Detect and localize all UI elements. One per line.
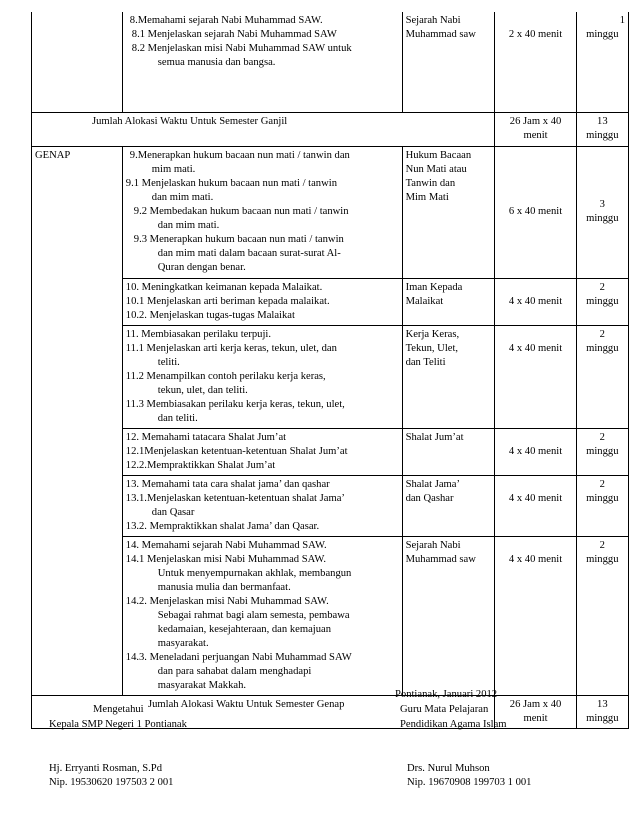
material-cell: Shalat Jum’at: [402, 428, 495, 475]
right-signatory-nip: Nip. 19670908 199703 1 001: [407, 777, 532, 788]
table-row: [32, 536, 629, 695]
right-signatory-name: Drs. Nurul Muhson: [407, 763, 490, 774]
time-cell: 4 x 40 menit: [495, 428, 576, 475]
semester-cell: [32, 278, 123, 325]
table-row: [32, 325, 629, 428]
material-cell: Hukum Bacaan Nun Mati atau Tanwin dan Mim Mati: [402, 146, 495, 278]
semester-cell: [32, 428, 123, 475]
competency-cell: 11. Membiasakan perilaku terpuji. 11.1 Menjelaskan arti kerja keras, tekun, ulet, dan teliti. 11.2 Menampilkan contoh perilaku kerja keras, tekun, ulet, dan teliti. 11.3 Membiasakan perilaku kerja keras, tekun, ulet, dan teliti.: [122, 325, 402, 428]
competency-cell: 8.Memahami sejarah Nabi Muhammad SAW. 8.1 Menjelaskan sejarah Nabi Muhammad SAW 8.2 Menjelaskan misi Nabi Muhammad SAW untuk semua manusia dan bangsa.: [122, 12, 402, 112]
time-cell: 4 x 40 menit: [495, 325, 576, 428]
place-date: Pontianak, Januari 2012: [395, 689, 498, 700]
material-cell: Shalat Jama’ dan Qashar: [402, 475, 495, 536]
material-cell: Sejarah Nabi Muhammad saw: [402, 536, 495, 695]
competency-cell: 10. Meningkatkan keimanan kepada Malaikat. 10.1 Menjelaskan arti beriman kepada malaikat. 10.2. Menjelaskan tugas-tugas Malaikat: [122, 278, 402, 325]
left-signatory-nip: Nip. 19530620 197503 2 001: [49, 777, 174, 788]
material-cell: Sejarah Nabi Muhammad saw: [402, 12, 495, 112]
total-label: Jumlah Alokasi Waktu Untuk Semester Ganjil: [32, 112, 495, 146]
week-cell: 3 minggu: [576, 146, 628, 278]
table-row: [32, 475, 629, 536]
semester-cell: [32, 475, 123, 536]
time-cell: 4 x 40 menit: [495, 278, 576, 325]
table-row: [32, 428, 629, 475]
time-cell: 6 x 40 menit: [495, 146, 576, 278]
table-row: [32, 146, 629, 278]
time-cell: 2 x 40 menit: [495, 12, 576, 112]
left-signature-title: Mengetahui: [93, 704, 144, 715]
left-signatory-name: Hj. Erryanti Rosman, S.Pd: [49, 763, 162, 774]
total-label: Jumlah Alokasi Waktu Untuk Semester Genap: [32, 695, 495, 728]
competency-cell: 9.Menerapkan hukum bacaan nun mati / tanwin dan mim mati. 9.1 Menjelaskan hukum bacaan nun mati / tanwin dan mim mati. 9.2 Membedakan hukum bacaan nun mati / tanwin dan mim mati. 9.3 Menerapkan hukum bacaan nun mati / tanwin dan mim mati dalam bacaan surat-surat Al- Quran dengan benar.: [122, 146, 402, 278]
week-cell: 2 minggu: [576, 278, 628, 325]
semester-total-row: [32, 112, 629, 146]
competency-cell: 14. Memahami sejarah Nabi Muhammad SAW. 14.1 Menjelaskan misi Nabi Muhammad SAW. Untuk menyempurnakan akhlak, membangun manusia mulia dan bermanfaat. 14.2. Menjelaskan misi Nabi Muhammad SAW. Sebagai rahmat bagi alam semesta, pembawa kedamaian, kesejahteraan, dan kemajuan masyarakat. 14.3. Meneladani perjuangan Nabi Muhammad SAW dan para sahabat dalam menghadapi masyarakat Makkah.: [122, 536, 402, 695]
week-cell: 2 minggu: [576, 475, 628, 536]
total-weeks: 13 minggu: [576, 695, 628, 728]
total-time: 26 Jam x 40 menit: [495, 112, 576, 146]
week-cell: 2 minggu: [576, 536, 628, 695]
week-cell: 2 minggu: [576, 428, 628, 475]
total-time: 26 Jam x 40 menit: [495, 695, 576, 728]
week-cell: 2 minggu: [576, 325, 628, 428]
time-cell: 4 x 40 menit: [495, 475, 576, 536]
competency-cell: 13. Memahami tata cara shalat jama’ dan qashar 13.1.Menjelaskan ketentuan-ketentuan shalat Jama’ dan Qasar 13.2. Mempraktikkan shalat Jama’ dan Qasar.: [122, 475, 402, 536]
semester-cell: [32, 12, 123, 112]
time-cell: 4 x 40 menit: [495, 536, 576, 695]
semester-label: GENAP: [32, 146, 123, 278]
competency-cell: 12. Memahami tatacara Shalat Jum’at 12.1Menjelaskan ketentuan-ketentuan Shalat Jum’at 12.2.Mempraktikkan Shalat Jum’at: [122, 428, 402, 475]
semester-cell: [32, 325, 123, 428]
material-cell: Kerja Keras, Tekun, Ulet, dan Teliti: [402, 325, 495, 428]
right-signature-title: Guru Mata Pelajaran: [400, 704, 489, 715]
right-signature-role: Pendidikan Agama Islam: [400, 719, 507, 730]
table-row: [32, 12, 629, 112]
week-cell: 1 minggu: [576, 12, 628, 112]
total-weeks: 13 minggu: [576, 112, 628, 146]
semester-cell: [32, 536, 123, 695]
material-cell: Iman Kepada Malaikat: [402, 278, 495, 325]
left-signature-role: Kepala SMP Negeri 1 Pontianak: [49, 719, 187, 730]
table-row: [32, 278, 629, 325]
syllabus-table: [31, 12, 629, 729]
